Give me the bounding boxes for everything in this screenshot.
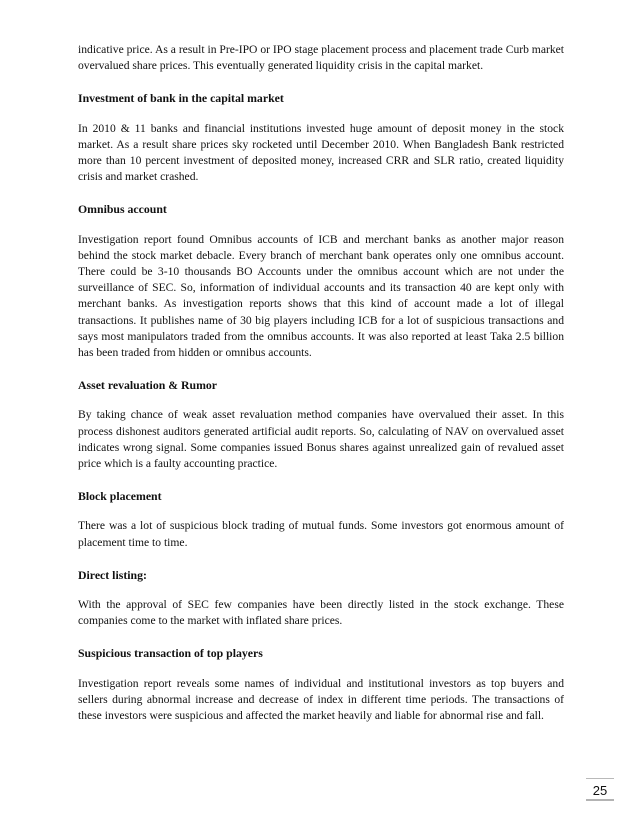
section-body-top-players: Investigation report reveals some names of individual and institutional investors as top buyers and sellers during abnormal increase and decrease of index in different time periods. The transactions of these investors were suspicious and affected the market heavily and liable for abnormal rise and fall.	[78, 676, 564, 723]
section-heading-asset-revaluation: Asset revaluation & Rumor	[78, 378, 218, 393]
page-content	[78, 42, 564, 724]
section-body-block-placement: There was a lot of suspicious block trading of mutual funds. Some investors got enormous amount of placement time to time.	[78, 519, 564, 549]
section-body-omnibus-account: Investigation report found Omnibus accounts of ICB and merchant banks as another major reason behind the stock market debacle. Every branch of merchant bank operates only one omnibus account. There could be 3-10 thousands BO Accounts under the omnibus account which are not under the surveillance of SEC. So, information of individual accounts and its transaction 40 are kept only with merchant banks. As investigation reports shows that this kind of account made a lot of illegal transactions. It publishes name of 30 big players including ICB for a lot of suspicious transactions and says most manipulators traded from the omnibus accounts. It was also reported at least Taka 2.5 billion has been traded from hidden or omnibus accounts.	[78, 232, 564, 360]
page-number-underline	[586, 799, 614, 801]
section-heading-bank-investment: Investment of bank in the capital market	[78, 91, 284, 106]
section-heading-block-placement: Block placement	[78, 489, 162, 504]
section-body-direct-listing: With the approval of SEC few companies have been directly listed in the stock exchange. These companies come to the market with inflated share prices.	[78, 598, 564, 628]
section-heading-omnibus-account: Omnibus account	[78, 202, 167, 217]
section-heading-top-players: Suspicious transaction of top players	[78, 646, 263, 661]
section-heading-direct-listing: Direct listing:	[78, 567, 147, 582]
section-body-asset-revaluation: By taking chance of weak asset revaluation method companies have overvalued their asset. In this process dishonest auditors generated artificial audit reports. So, calculating of NAV on overvalued asset indicates wrong signal. Some companies issued Bonus shares against unrealized gain of revalued asset price which is a faulty accounting practice.	[78, 408, 564, 471]
page-number: 25	[592, 783, 608, 798]
page-number-box	[586, 778, 614, 800]
section-body-bank-investment: In 2010 & 11 banks and financial institutions invested huge amount of deposit money in the stock market. As a result share prices sky rocketed until December 2010. When Bangladesh Bank restricted more than 10 percent investment of deposited money, increased CRR and SLR ratio, created liquidity crisis and market crashed.	[78, 121, 564, 184]
intro-paragraph: indicative price. As a result in Pre-IPO or IPO stage placement process and placement trade Curb market overvalued share prices. This eventually generated liquidity crisis in the capital market.	[78, 43, 564, 73]
